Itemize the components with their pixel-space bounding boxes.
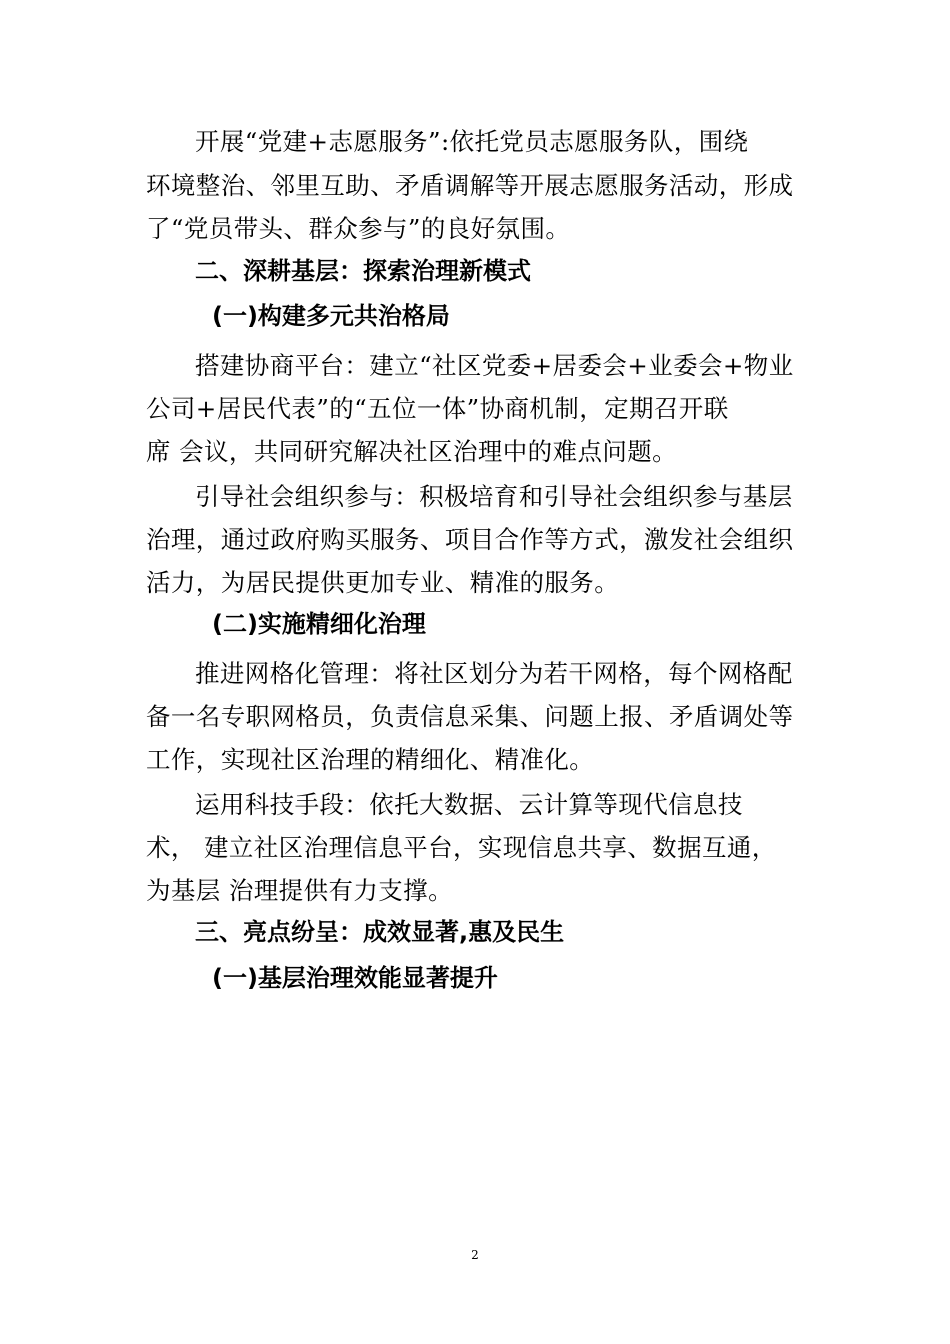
section-heading-2: 二、深耕基层：探索治理新模式: [195, 257, 531, 285]
paragraph-3-line-2: 治理，通过政府购买服务、项目合作等方式，激发社会组织: [146, 525, 794, 554]
paragraph-3-line-3: 活力，为居民提供更加专业、精准的服务。: [146, 568, 620, 597]
paragraph-5-line-1: 运用科技手段：依托大数据、云计算等现代信息技: [195, 790, 743, 819]
paragraph-2-line-2: 公司+居民代表”的“五位一体”协商机制，定期召开联: [146, 394, 729, 423]
section-heading-3: 三、亮点纷呈：成效显著,惠及民生: [195, 918, 565, 946]
paragraph-5-line-3: 为基层 治理提供有力支撑。: [146, 876, 453, 905]
page-number: 2: [471, 1248, 479, 1262]
paragraph-2-line-3: 席 会议，共同研究解决社区治理中的难点问题。: [146, 437, 678, 466]
paragraph-3-line-1: 引导社会组织参与：积极培育和引导社会组织参与基层: [195, 482, 793, 511]
paragraph-1-line-3: 了“党员带头、群众参与”的良好氛围。: [146, 214, 571, 243]
subsection-heading-2-1: (一)构建多元共治格局: [212, 302, 450, 330]
paragraph-5-line-2: 术， 建立社区治理信息平台，实现信息共享、数据互通，: [146, 833, 777, 862]
paragraph-1-line-1: 开展“党建+志愿服务”:依托党员志愿服务队，围绕: [195, 127, 749, 156]
subsection-heading-3-1: (一)基层治理效能显著提升: [212, 964, 498, 992]
paragraph-4-line-3: 工作，实现社区治理的精细化、精准化。: [146, 745, 595, 774]
paragraph-2-line-1: 搭建协商平台：建立“社区党委+居委会+业委会+物业: [195, 351, 794, 380]
paragraph-4-line-2: 备一名专职网格员，负责信息采集、问题上报、矛盾调处等: [146, 702, 794, 731]
subsection-heading-2-2: (二)实施精细化治理: [212, 610, 426, 638]
paragraph-1-line-2: 环境整治、邻里互助、矛盾调解等开展志愿服务活动，形成: [146, 171, 794, 200]
paragraph-4-line-1: 推进网格化管理：将社区划分为若干网格，每个网格配: [195, 659, 793, 688]
